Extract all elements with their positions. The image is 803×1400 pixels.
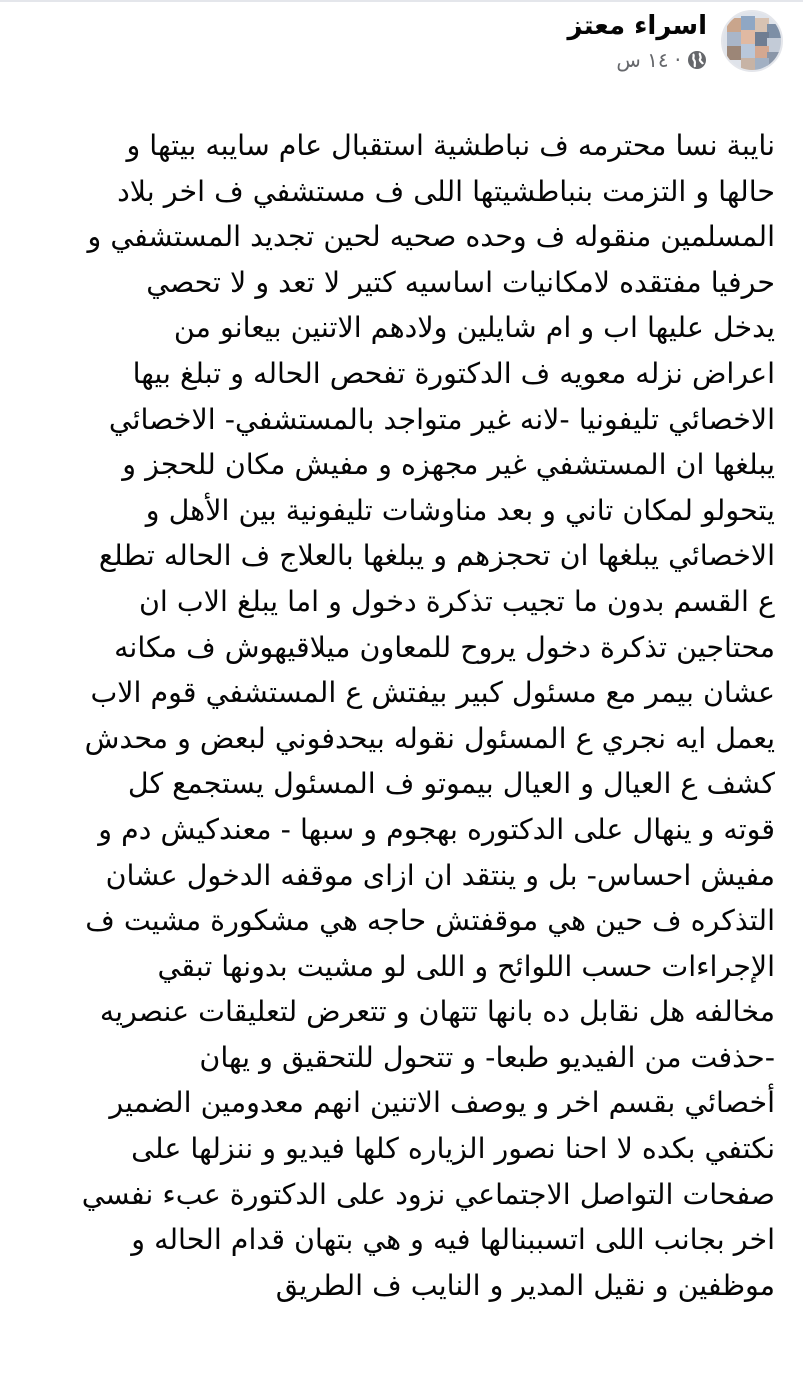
- post-line: يعمل ايه نجري ع المسئول نقوله بيحدفوني لبعض و محدش: [84, 721, 775, 755]
- post-line: موظفين و نقيل المدير و النايب ف الطريق: [275, 1268, 775, 1302]
- post-line: -حذفت من الفيديو طبعا- و تتحول للتحقيق و يهان: [199, 1040, 775, 1074]
- author-name[interactable]: اسراء معتز: [567, 11, 707, 41]
- meta-separator: ·: [674, 48, 681, 72]
- post-line: اعراض نزله معويه ف الدكتورة تفحص الحاله و تبلغ بيها: [132, 356, 775, 390]
- post-text: [14, 123, 775, 1308]
- post-line: يتحولو لمكان تاني و بعد مناوشات تليفونية بين الأهل و: [145, 493, 775, 527]
- top-divider: [0, 0, 803, 2]
- post-line: كشف ع العيال و العيال بيموتو ف المسئول يستجمع كل: [127, 767, 775, 801]
- post-line: اخر بجانب اللى اتسببنالها فيه و هي بتهان قدام الحاله و: [131, 1223, 775, 1257]
- post-line: ع القسم بدون ما تجيب تذكرة دخول و اما يبلغ الاب ان: [139, 584, 775, 618]
- header-text: [568, 10, 707, 72]
- globe-icon[interactable]: [687, 50, 707, 70]
- post-line: حالها و التزمت بنباطشيتها اللى ف مستشفي ف اخر بلاد: [117, 174, 775, 208]
- post-line: نكتفي بكده لا احنا نصور الزياره كلها فيديو و ننزلها على: [131, 1132, 775, 1166]
- post-line: نايبة نسا محترمه ف نباطشية استقبال عام سايبه بيتها و: [126, 129, 775, 162]
- post-line: يدخل عليها اب و ام شايلين ولادهم الاتنين بيعانو من: [173, 311, 775, 345]
- post-line: قوته و ينهال على الدكتوره بهجوم و سبها - معندكيش دم و: [98, 812, 775, 846]
- avatar[interactable]: [721, 10, 783, 72]
- post-line: التذكره ف حين هي موقفتش حاجه هي مشكورة مشيت ف: [85, 904, 775, 938]
- post-line: محتاجين تذكرة دخول يروح للمعاون ميلاقيهوش ف مكانه: [114, 630, 775, 664]
- post-line: الاخصائي يبلغها ان تحجزهم و يبلغها بالعلاج ف الحاله تطلع: [98, 539, 775, 573]
- post-line: يبلغها ان المستشفي غير مجهزه و مفيش مكان للحجز و: [122, 448, 775, 482]
- post-line: أخصائي بقسم اخر و يوصف الاتنين انهم معدومين الضمير: [109, 1086, 775, 1120]
- post-line: مخالفه هل نقابل ده بانها تتهان و تتعرض لتعليقات عنصريه: [99, 995, 775, 1029]
- post-line: مفيش احساس- بل و ينتقد ان ازاى موقفه الدخول عشان: [105, 858, 775, 892]
- post-line: عشان بيمر مع مسئول كبير بيفتش ع المستشفي قوم الاب: [90, 676, 775, 710]
- post-line: حرفيا مفتقده لامكانيات اساسيه كتير لا تعد و لا تحصي: [146, 265, 775, 299]
- post-line: الإجراءات حسب اللوائح و اللى لو مشيت بدونها تبقي: [157, 949, 775, 983]
- post-header: [568, 6, 783, 76]
- post-meta: [616, 48, 707, 72]
- post-line: المسلمين منقوله ف وحده صحيه لحين تجديد المستشفي و: [87, 220, 775, 254]
- post-line: الاخصائي تليفونيا -لانه غير متواجد بالمستشفي- الاخصائي: [108, 402, 775, 436]
- post-time[interactable]: ١٤ س: [616, 48, 669, 72]
- post-line: صفحات التواصل الاجتماعي نزود على الدكتورة عبء نفسي: [81, 1177, 775, 1211]
